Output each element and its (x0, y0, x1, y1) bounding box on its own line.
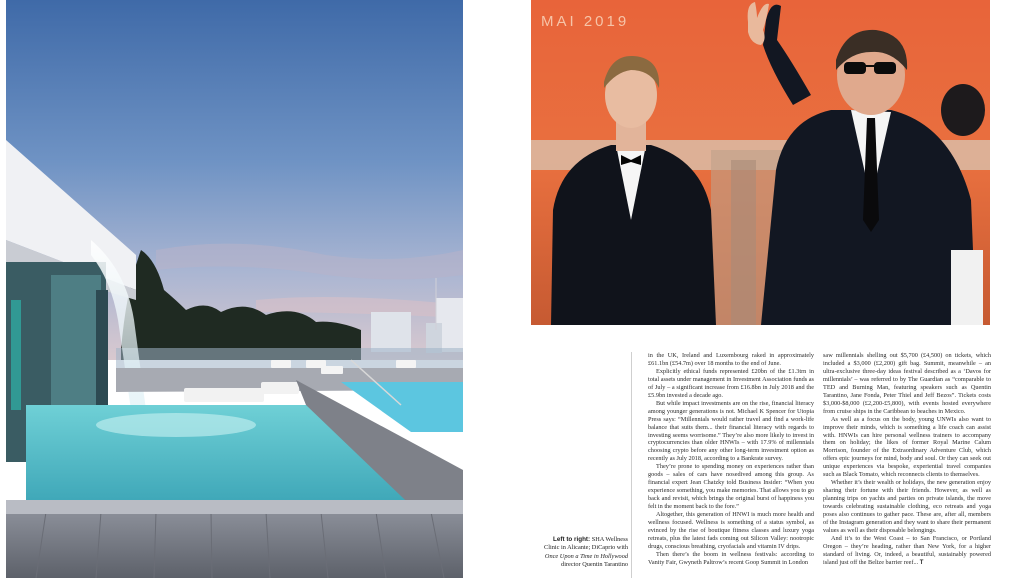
paragraph: As well as a focus on the body, young UNWIs also want to improve their minds, which is something a life coach can assist with. HNWIs can hire personal wellness trainers to accompany them on holiday; the likes of former Royal Marine Calum Morrison, founder of the Extraordinary Adventure Club, which offers epic journeys for mind, body and soul. Or they can seek out unique experiences via bespoke, experiential travel companies such as Black Tomato, which reconnects clients to themselves. (823, 415, 991, 479)
caption-line2: director Quentin Tarantino (561, 560, 628, 568)
caption-film-title: Once Upon a Time in Hollywood (544, 552, 628, 560)
backdrop-text: MAI 2019 (541, 13, 630, 30)
paragraph: They’re prone to spending money on experiences rather than goods – sales of cars have nosedived among this group. As financial expert Jean Chatzky told Business Insider: “When you experience something, you make memories. That allows you to go back and revisit, which brings the original burst of happiness you felt in the moment back to the fore.” (648, 463, 814, 511)
paragraph: Altogether, this generation of HNWI is much more health and wellness focused. Wellness is something of a status symbol, as evinced by the rise of boutique fitness classes and luxury yoga retreats, plus the latest fads coming out Silicon Valley: nootropic drugs, conscious breathing, cryofacials and vitamin IV drips. (648, 511, 814, 550)
paragraph-text: And it’s to the West Coast – to San Francisco, or Portland Oregon – they’re heading, rather than New York, for a higher standard of living. Or, indeed, a beautiful, sustainably powered island just off the Belize barrier reef... (823, 534, 991, 566)
end-mark: T (919, 559, 924, 566)
paragraph: Explicitly ethical funds represented £20bn of the £1.3trn in total assets under management in Investment Association funds as of July – a significant increase from £16.8bn in July 2018 and the £5.9bn invested a decade ago. (648, 367, 814, 399)
paragraph-last (823, 535, 991, 568)
paragraph: Whether it’s their wealth or holidays, the new generation enjoy sharing their fortune with their friends. However, as well as planning trips on yachts and parties on private islands, the move towards celebrating sustainable clothing, eco retreats and yoga poses also continues to gather pace. These are, after all, members of the Instagram generation and they want to share their permanent values as well as their disposable belongings. (823, 479, 991, 534)
paragraph: But while impact investments are on the rise, financial literacy among younger generations is not. Michael K Spencer for Utopia Press says: “Millennials would rather travel and find a work-life balance that suits them... their financial literacy with regards to investing seems worrisome.” They’re also more likely to invest in cryptocurrencies than older HNWIs – with 17.9% of millennials choosing crypto before any other long-term investment option as recently as July 2018, according to a Bankrate survey. (648, 399, 814, 463)
column-rule (631, 352, 632, 578)
spa-pool-photo (6, 0, 463, 578)
red-carpet-photo (531, 0, 990, 325)
caption-line1: SHA Wellness Clinic in Alicante; DiCaprio with (544, 536, 628, 552)
photo-caption (540, 536, 628, 569)
article-column-2 (823, 352, 991, 568)
paragraph: saw millennials shelling out $5,700 (£4,500) on tickets, which included a $3,000 (£2,200) gift bag. Summit, meanwhile – an ultra-exclusive three-day ideas festival described as a ‘Davos for millennials’ – was referred to by The Guardian as “comparable to TED and Burning Man, featuring speakers such as Quentin Tarantino, Jane Fonda, Peter Thiel and Jeff Bezos”. Tickets costs $3,000-$8,000 (£2,200-£5,800), with events hosted everywhere from cruise ships in the Caribbean to beaches in Mexico. (823, 352, 991, 415)
article-column-1 (648, 352, 814, 567)
paragraph: in the UK, Ireland and Luxembourg raked in approximately £61.1bn (£54.7m) over 18 months to the end of June. (648, 352, 814, 367)
paragraph: Then there’s the boom in wellness festivals: according to Vanity Fair, Gwyneth Paltrow’s recent Goop Summit in London (648, 550, 814, 566)
caption-lead: Left to right: (553, 536, 591, 543)
